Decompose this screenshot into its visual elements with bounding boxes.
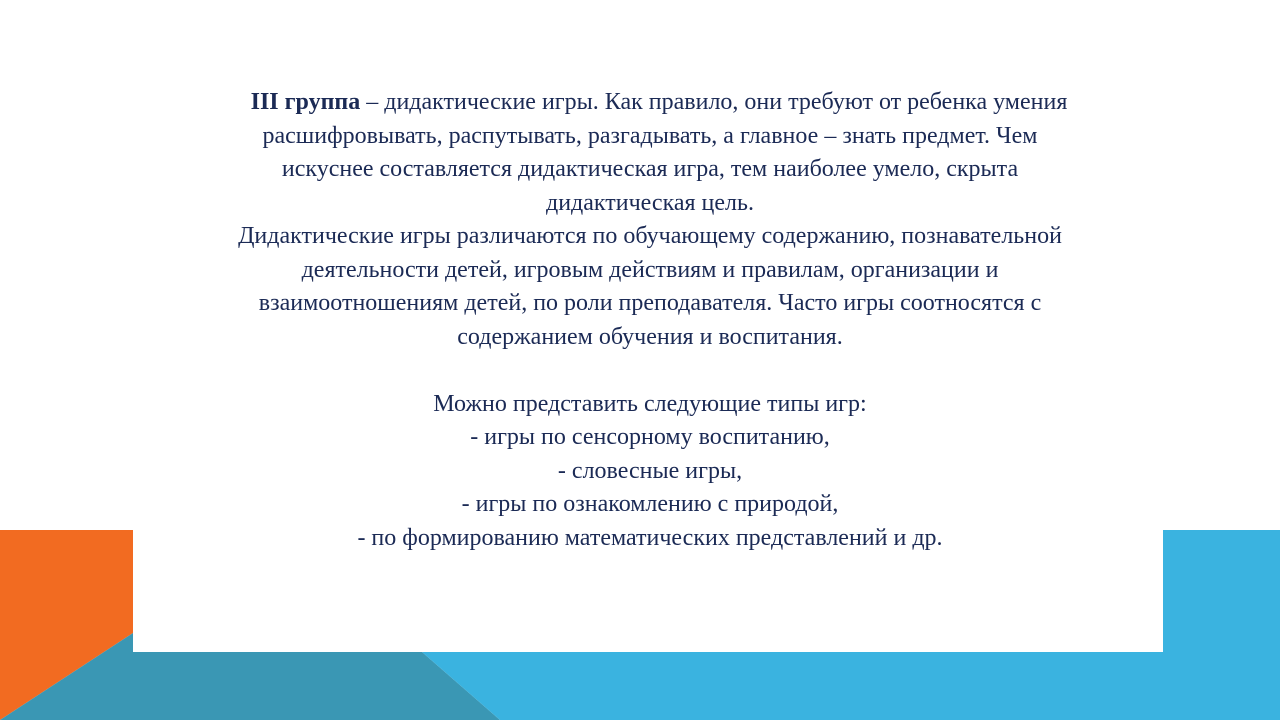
paragraph-line: – дидактические игры. Как правило, они требуют от ребенка умения bbox=[360, 89, 1068, 115]
paragraph-line: Дидактические игры различаются по обучающему содержанию, познавательной bbox=[238, 223, 1062, 249]
paragraph-spacer bbox=[150, 354, 1150, 388]
game-types-list bbox=[150, 388, 1150, 556]
list-item: - игры по ознакомлению с природой, bbox=[461, 491, 839, 517]
paragraph-line: содержанием обучения и воспитания. bbox=[457, 323, 843, 350]
paragraph-line: расшифровывать, распутывать, разгадывать, а главное – знать предмет. Чем bbox=[262, 122, 1038, 149]
paragraph-group-three bbox=[150, 86, 1150, 220]
paragraph-line: деятельности детей, игровым действиям и правилам, организации и bbox=[301, 256, 999, 283]
slide-body-text bbox=[150, 86, 1150, 555]
list-item: - словесные игры, bbox=[557, 457, 743, 484]
list-item: - игры по сенсорному воспитанию, bbox=[470, 424, 830, 450]
paragraph-line: взаимоотношениям детей, по роли преподавателя. Часто игры соотносятся с bbox=[258, 290, 1042, 316]
paragraph-line: искуснее составляется дидактическая игра, тем наиболее умело, скрыта bbox=[281, 156, 1019, 182]
paragraph-classification bbox=[150, 220, 1150, 354]
paragraph-line: дидактическая цель. bbox=[546, 189, 754, 216]
paragraph-first-line bbox=[233, 89, 1068, 115]
list-intro: Можно представить следующие типы игр: bbox=[433, 390, 867, 417]
list-item: - по формированию математических представлений и др. bbox=[357, 524, 943, 551]
group-heading-bold: III группа bbox=[250, 89, 361, 115]
